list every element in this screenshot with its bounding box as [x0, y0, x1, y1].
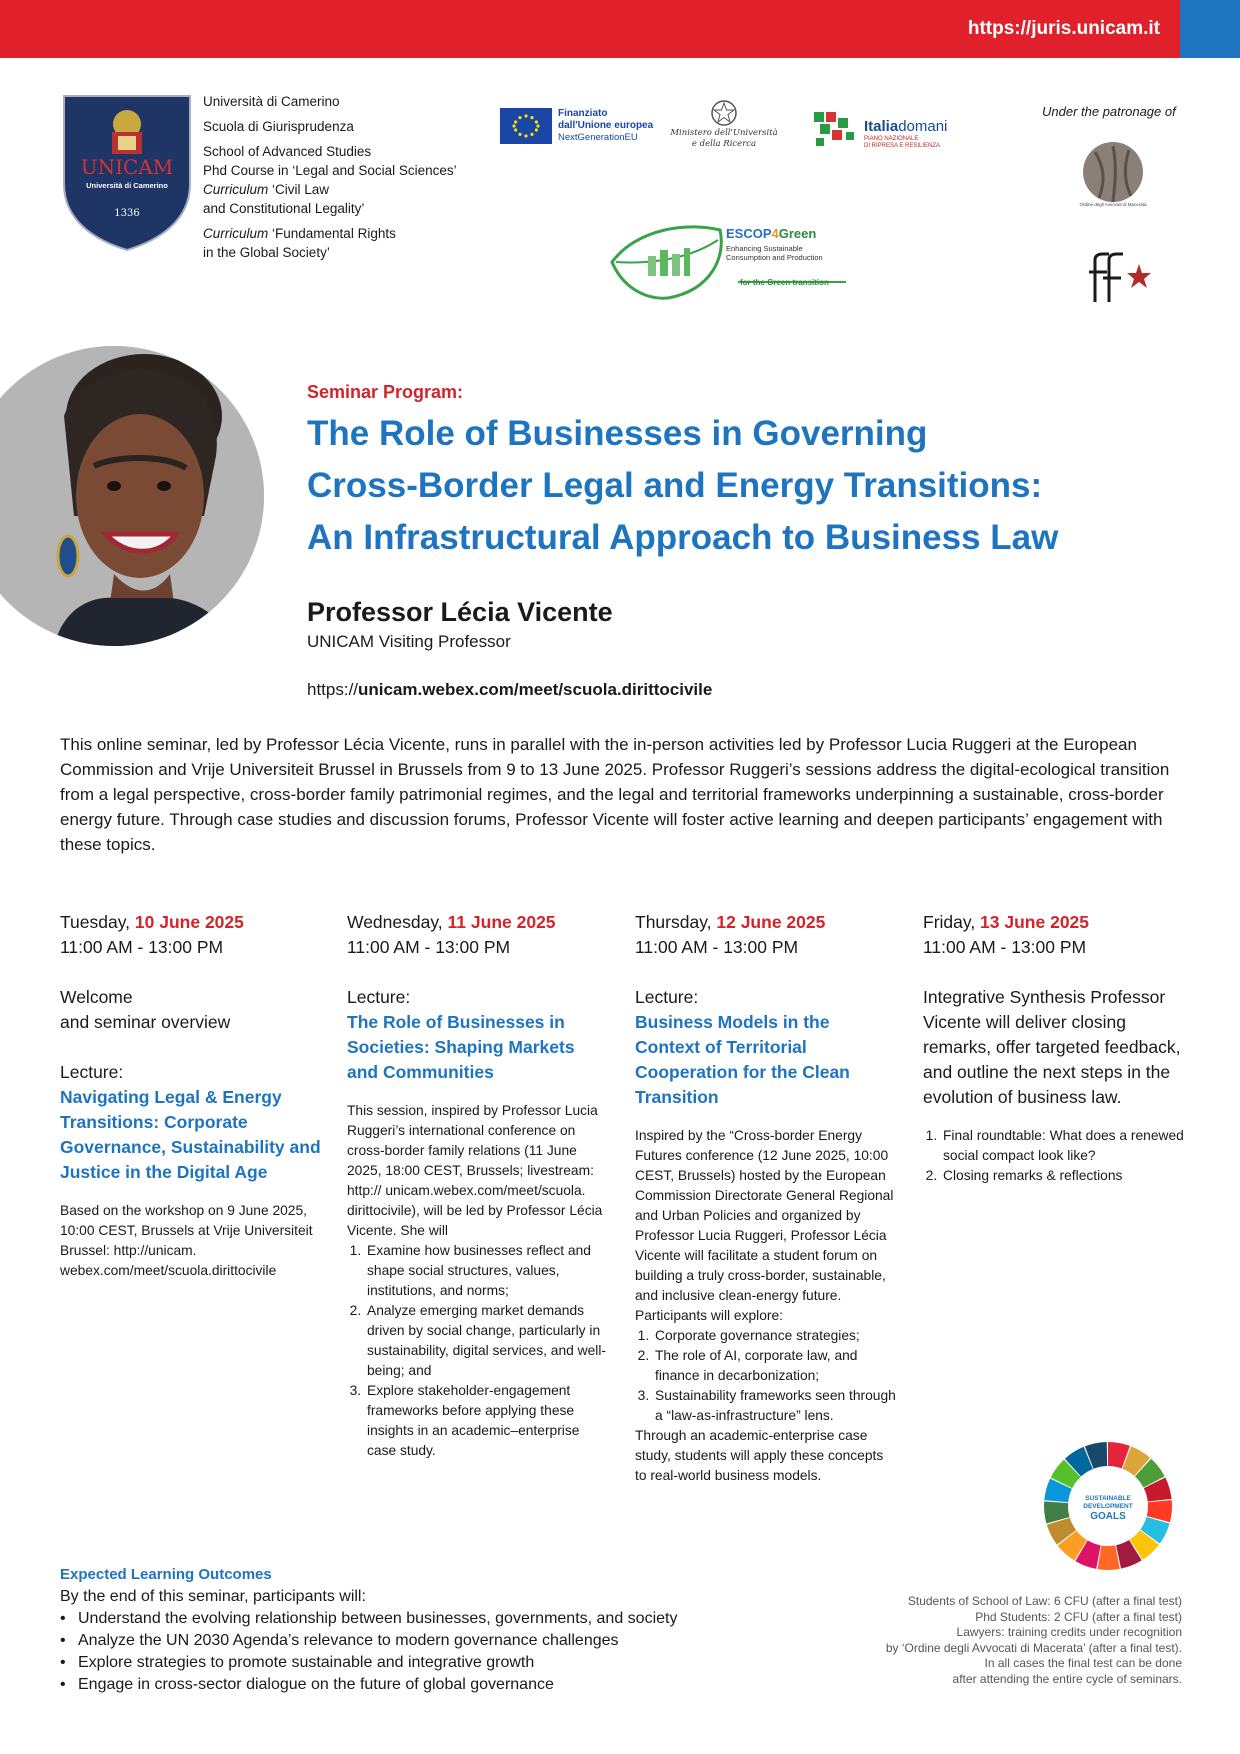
list-item: 1. Corporate governance strategies;	[653, 1326, 897, 1346]
welcome-text: Welcome	[60, 987, 133, 1007]
list-item: 2. Closing remarks & reflections	[941, 1166, 1185, 1186]
lecture-label: Lecture:	[60, 1062, 124, 1082]
webex-meeting-link[interactable]: https://unicam.webex.com/meet/scuola.dirittocivile	[307, 680, 713, 699]
bar-association-logo	[1065, 138, 1161, 208]
speaker-name: Professor Lécia Vicente	[307, 597, 613, 627]
curriculum-label: Curriculum	[203, 182, 269, 197]
list-item: 2. The role of AI, corporate law, and finance in decarbonization;	[653, 1346, 897, 1386]
sdg-wheel-logo	[1042, 1440, 1174, 1572]
eu-funding-text: Finanziato dall'Unione europea NextGenerationEU	[558, 108, 654, 143]
credits-line: Students of School of Law: 6 CFU (after a final test)	[907, 1594, 1182, 1608]
outcomes-list	[60, 1608, 760, 1696]
day-time: 11:00 AM - 13:00 PM	[923, 937, 1087, 957]
learning-outcomes	[60, 1564, 760, 1696]
credits-line: after attending the entire cycle of seminars.	[952, 1671, 1182, 1686]
top-bar-accent	[1180, 0, 1240, 58]
lecture-label: Lecture:	[635, 987, 699, 1007]
list-item: 2. Analyze emerging market demands driven by social change, particularly in sustainability, digital services, and well-being; and	[365, 1301, 609, 1381]
lecture-closing: Through an academic-enterprise case study, students will apply these concepts to real-world business models.	[635, 1428, 884, 1483]
university-line: Università di Camerino	[203, 94, 340, 109]
crest-subtitle: Università di Camerino	[86, 181, 168, 190]
credits-line: by ‘Ordine degli Avvocati di Macerata’ (after a final test).	[885, 1640, 1182, 1655]
italia-domani-subtitle: PIANO NAZIONALE DI RIPRESA E RESILIENZA	[864, 136, 941, 149]
seminar-title-line: The Role of Businesses in Governing	[307, 414, 928, 453]
curriculum-civil-law: Curriculum ‘Civil Law	[203, 182, 330, 197]
lecture-description: Inspired by the “Cross-border Energy Futures conference (12 June 2025, 10:00 CEST, Brussels) hosted by the European Commission Directorate General Regional and Urban Policies and organized by Professor Lucia Ruggeri, Professor Lécia Vicente will facilitate a student forum on building a truly cross-border, sustainable, and inclusive clean-energy future. Participants will explore:	[635, 1128, 894, 1323]
list-item: • Engage in cross-sector dialogue on the future of global governance	[76, 1674, 760, 1696]
university-line: School of Advanced Studies	[203, 144, 372, 159]
university-line: Scuola di Giurisprudenza	[203, 119, 354, 134]
lecture-title: Business Models in the Context of Territorial Cooperation for the Clean Transition	[635, 1012, 850, 1107]
bar-association-caption: Ordine degli Avvocati di Macerata	[1079, 202, 1147, 207]
day-column-wednesday	[347, 910, 609, 1461]
day-time: 11:00 AM - 13:00 PM	[635, 937, 799, 957]
escop4green-subtitle: Enhancing Sustainable Consumption and Production	[726, 244, 823, 262]
university-line: Phd Course in ‘Legal and Social Sciences’	[203, 163, 457, 178]
eu-funding-logo	[500, 108, 660, 144]
day-column-thursday	[635, 910, 897, 1486]
curriculum-civil-law-line2: and Constitutional Legality’	[203, 201, 365, 216]
seminar-title-line: An Infrastructural Approach to Business Law	[307, 518, 1059, 557]
lecture-description: This session, inspired by Professor Lucia Ruggeri’s international conference on cross-border family relations (11 June 2025, 18:00 CEST, Brussels; livestream: http:// unicam.webex.com/meet/scuola. dirittocivile), will be led by Professor Lécia Vicente. She will	[347, 1103, 603, 1238]
italia-domani-icon	[812, 108, 860, 152]
day-column-tuesday	[60, 910, 322, 1281]
list-item: 1. Examine how businesses reflect and shape social structures, values, institutions, and norms;	[365, 1241, 609, 1301]
foundation-logo	[1085, 252, 1155, 304]
speaker-role: UNICAM Visiting Professor	[307, 632, 511, 651]
crest-name: UNICAM	[80, 155, 174, 179]
crest-year: 1336	[114, 208, 140, 219]
sdg-text: GOALS	[1090, 1511, 1126, 1522]
list-item: • Explore strategies to promote sustainable and integrative growth	[76, 1652, 760, 1674]
unicam-crest-logo	[60, 92, 194, 252]
italia-domani-name: Italiadomani	[864, 118, 948, 135]
seminar-title-line: Cross-Border Legal and Energy Transitions:	[307, 466, 1043, 505]
escop4green-logo	[608, 220, 848, 304]
lecture-topic-list	[347, 1241, 609, 1461]
italia-domani-logo	[812, 108, 962, 152]
credits-line: In all cases the final test can be done	[984, 1656, 1182, 1670]
lecture-label: Lecture:	[347, 987, 411, 1007]
credits-line: Phd Students: 2 CFU (after a final test)	[975, 1609, 1182, 1624]
day-date: Tuesday, 10 June 2025	[60, 912, 244, 932]
outcomes-intro: By the end of this seminar, participants will:	[60, 1588, 366, 1605]
lecture-title: Navigating Legal & Energy Transitions: Corporate Governance, Sustainability and Justice in the Digital Age	[60, 1087, 321, 1182]
lecture-topic-list	[635, 1326, 897, 1426]
sdg-text: DEVELOPMENT	[1083, 1503, 1133, 1510]
seminar-title	[307, 408, 1207, 564]
curriculum-fundamental-rights-line2: in the Global Society’	[203, 245, 330, 260]
escop4green-title: ESCOP4Green	[726, 226, 817, 241]
day-column-friday	[923, 910, 1185, 1186]
list-item: 1. Final roundtable: What does a renewed social compact look like?	[941, 1126, 1185, 1166]
list-item: • Analyze the UN 2030 Agenda’s relevance to modern governance challenges	[76, 1630, 760, 1652]
curriculum-label: Curriculum	[203, 226, 269, 241]
escop4green-tagline: for the Green transition	[740, 278, 829, 287]
ministry-text: Ministero dell'Università e della Ricerca	[670, 128, 778, 149]
ministry-logo	[668, 98, 780, 162]
lecture-description: Based on the workshop on 9 June 2025, 10:00 CEST, Brussels at Vrije Universiteit Brussel: http://unicam. webex.com/meet/scuola.dirittocivile	[60, 1203, 313, 1278]
list-item: 3. Sustainability frameworks seen through a “law-as-infrastructure” lens.	[653, 1386, 897, 1426]
list-item: 3. Explore stakeholder-engagement frameworks before applying these insights in an academic–enterprise case study.	[365, 1381, 609, 1461]
day-time: 11:00 AM - 13:00 PM	[60, 937, 224, 957]
website-link[interactable]: https://juris.unicam.it	[967, 18, 1160, 39]
day-date: Friday, 13 June 2025	[923, 912, 1090, 932]
list-item: • Understand the evolving relationship between businesses, governments, and society	[76, 1608, 760, 1630]
synthesis-text: Integrative Synthesis Professor Vicente will deliver closing remarks, offer targeted feedback, and outline the next steps in the evolution of business law.	[923, 987, 1181, 1107]
seminar-program-label: Seminar Program:	[307, 382, 464, 402]
sdg-segment	[1098, 1545, 1120, 1570]
day-time: 11:00 AM - 13:00 PM	[347, 937, 511, 957]
lecture-title: The Role of Businesses in Societies: Shaping Markets and Communities	[347, 1012, 575, 1082]
italian-emblem-icon	[710, 98, 738, 128]
credits-line: Lawyers: training credits under recognition	[956, 1625, 1182, 1639]
outcomes-title: Expected Learning Outcomes	[60, 1566, 272, 1583]
eu-flag-icon	[500, 108, 552, 144]
closing-topic-list	[923, 1126, 1185, 1186]
sdg-text: SUSTAINABLE	[1085, 1495, 1131, 1502]
welcome-subtext: and seminar overview	[60, 1012, 231, 1032]
patronage-label: Under the patronage of	[1042, 104, 1176, 119]
seminar-intro-paragraph: This online seminar, led by Professor Lécia Vicente, runs in parallel with the in-person activities led by Professor Lucia Ruggeri at the European Commission and Vrije Universiteit Brussel in Brussels from 9 to 13 June 2025. Professor Ruggeri’s sessions address the digital-ecological transition from a legal perspective, cross-border family patrimonial regimes, and the legal and territorial frameworks underpinning a sustainable, cross-border energy future. Through case studies and discussion forums, Professor Vicente will foster active learning and deepen participants’ engagement with these topics.	[60, 735, 1170, 854]
day-date: Wednesday, 11 June 2025	[347, 912, 556, 932]
credits-info	[782, 1594, 1182, 1687]
curriculum-fundamental-rights: Curriculum ‘Fundamental Rights	[203, 226, 396, 241]
day-date: Thursday, 12 June 2025	[635, 912, 826, 932]
speaker-portrait	[0, 346, 264, 646]
university-info	[203, 92, 457, 262]
